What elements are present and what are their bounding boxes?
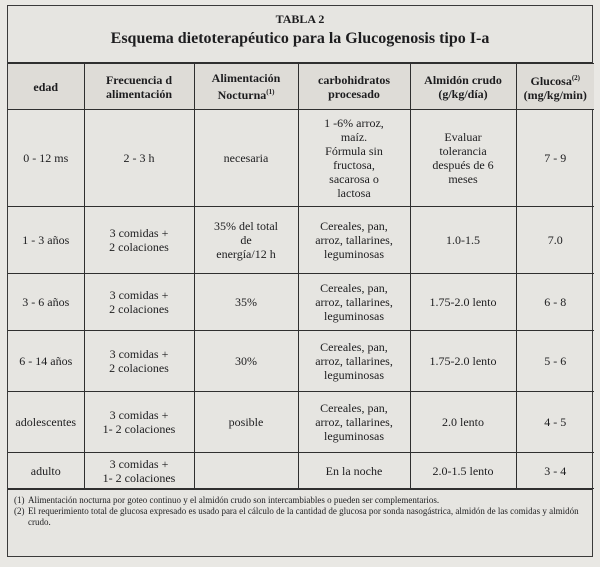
cell-edad: 0 - 12 ms <box>8 110 84 207</box>
cell-nocturna: 35% <box>194 274 298 331</box>
cell-glucosa: 3 - 4 <box>516 453 594 489</box>
table-title: Esquema dietoterapéutico para la Glucogenosis tipo I-a <box>110 30 490 47</box>
cell-carbohidratos: Cereales, pan, arroz, tallarines, leguminosas <box>298 331 410 392</box>
cell-glucosa: 5 - 6 <box>516 331 594 392</box>
header-row <box>8 64 594 110</box>
cell-frecuencia: 3 comidas + 1- 2 colaciones <box>84 392 194 453</box>
cell-nocturna <box>194 453 298 489</box>
header-edad: edad <box>8 64 84 110</box>
header-frecuencia: Frecuencia d alimentación <box>84 64 194 110</box>
table-caption: TABLA 2 <box>275 12 325 26</box>
header-almidon: Almidón crudo (g/kg/día) <box>410 64 516 110</box>
cell-almidon: 1.75-2.0 lento <box>410 274 516 331</box>
footnote-mark: (2) <box>14 506 25 516</box>
cell-glucosa: 4 - 5 <box>516 392 594 453</box>
cell-frecuencia: 3 comidas + 2 colaciones <box>84 207 194 274</box>
cell-almidon: 2.0-1.5 lento <box>410 453 516 489</box>
cell-nocturna: necesaria <box>194 110 298 207</box>
table-row <box>8 331 594 392</box>
cell-frecuencia: 3 comidas + 2 colaciones <box>84 331 194 392</box>
cell-edad: 3 - 6 años <box>8 274 84 331</box>
header-carbohidratos: carbohidratos procesado <box>298 64 410 110</box>
header-glucosa: Glucosa$^{(2)}$ (mg/kg/min) <box>516 64 594 110</box>
cell-edad: 6 - 14 años <box>8 331 84 392</box>
cell-carbohidratos: Cereales, pan, arroz, tallarines, leguminosas <box>298 207 410 274</box>
cell-frecuencia: 3 comidas + 1- 2 colaciones <box>84 453 194 489</box>
cell-nocturna: posible <box>194 392 298 453</box>
table-row <box>8 392 594 453</box>
table-wrapper <box>8 62 592 490</box>
header-nocturna: Alimentación Nocturna$^{(1)}$ <box>194 64 298 110</box>
cell-almidon: 1.0-1.5 <box>410 207 516 274</box>
table-row <box>8 110 594 207</box>
footnote-text: El requerimiento total de glucosa expresado es usado para el cálculo de la cantidad de glucosa por sonda nasogástrica, almidón de las comidas y almidón crudo. <box>28 506 579 527</box>
cell-carbohidratos: Cereales, pan, arroz, tallarines, leguminosas <box>298 392 410 453</box>
cell-carbohidratos: En la noche <box>298 453 410 489</box>
footnote <box>14 495 586 506</box>
cell-almidon: 1.75-2.0 lento <box>410 331 516 392</box>
cell-edad: adulto <box>8 453 84 489</box>
cell-nocturna: 35% del total de energía/12 h <box>194 207 298 274</box>
cell-frecuencia: 2 - 3 h <box>84 110 194 207</box>
table-row <box>8 207 594 274</box>
cell-nocturna: 30% <box>194 331 298 392</box>
cell-carbohidratos: 1 -6% arroz, maíz. Fórmula sin fructosa, sacarosa o lactosa <box>298 110 410 207</box>
cell-glucosa: 7 - 9 <box>516 110 594 207</box>
cell-carbohidratos: Cereales, pan, arroz, tallarines, leguminosas <box>298 274 410 331</box>
footnote-text: Alimentación nocturna por goteo continuo y el almidón crudo son intercambiables o pueden ser complementarios. <box>28 495 440 505</box>
table-row <box>8 453 594 489</box>
cell-glucosa: 6 - 8 <box>516 274 594 331</box>
diet-table <box>8 63 594 489</box>
cell-almidon: 2.0 lento <box>410 392 516 453</box>
footnote-mark: (1) <box>14 495 25 505</box>
cell-almidon: Evaluar tolerancia después de 6 meses <box>410 110 516 207</box>
cell-edad: 1 - 3 años <box>8 207 84 274</box>
footnote <box>14 506 586 528</box>
document-page <box>7 5 593 557</box>
cell-edad: adolescentes <box>8 392 84 453</box>
cell-glucosa: 7.0 <box>516 207 594 274</box>
table-row <box>8 274 594 331</box>
table-notes <box>8 490 592 528</box>
cell-frecuencia: 3 comidas + 2 colaciones <box>84 274 194 331</box>
